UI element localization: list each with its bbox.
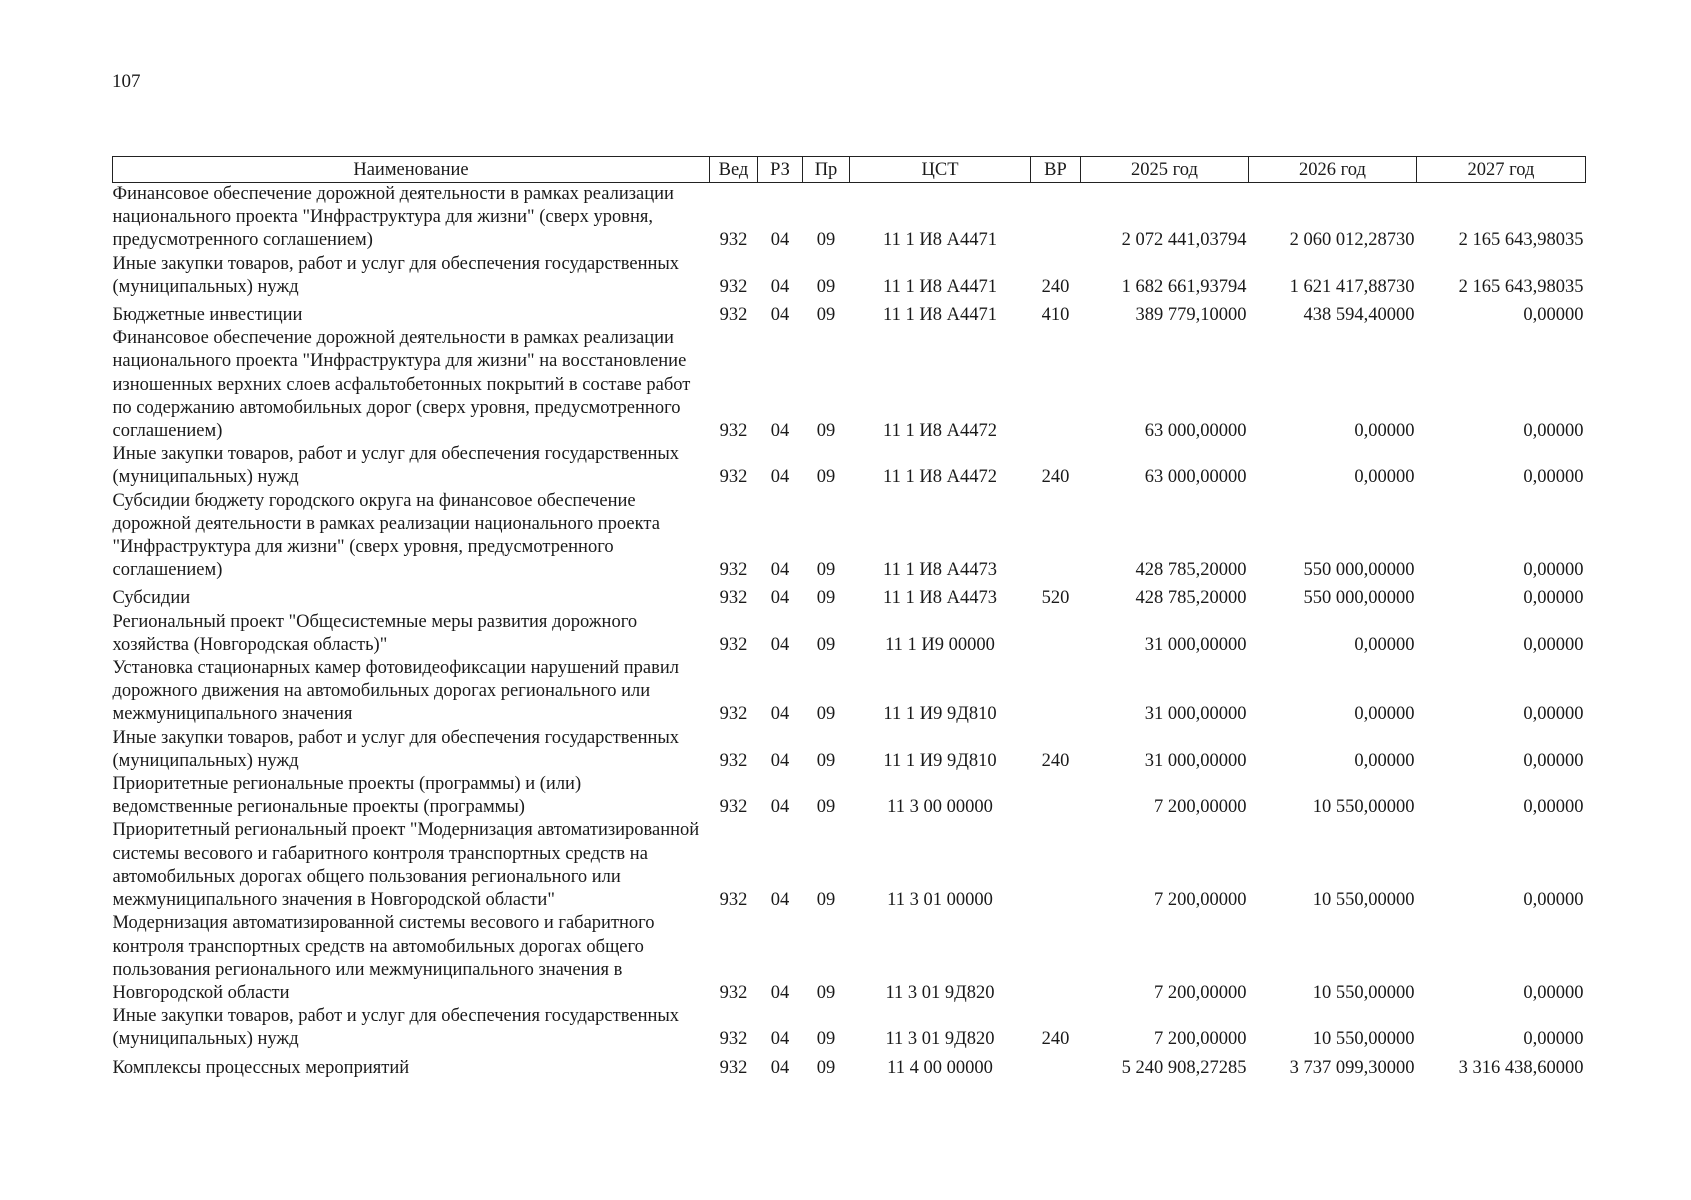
- header-2025: 2025 год: [1081, 157, 1249, 183]
- row-ved: 932: [719, 230, 748, 251]
- row-2025: 7 200,00000: [1154, 797, 1247, 818]
- header-cst: ЦСТ: [850, 157, 1031, 183]
- row-2025: 7 200,00000: [1154, 982, 1247, 1003]
- row-rz: 04: [770, 750, 790, 771]
- row-ved: 932: [719, 588, 748, 609]
- row-rz: 04: [770, 797, 790, 818]
- row-2027: 0,00000: [1523, 560, 1584, 581]
- row-2025: 63 000,00000: [1144, 421, 1247, 442]
- row-pr: 09: [816, 982, 836, 1003]
- row-cst: 11 1 И8 А4472: [883, 467, 997, 488]
- table-row: [113, 183, 1586, 253]
- row-cst: 11 1 И8 А4471: [883, 276, 997, 297]
- row-vr: 240: [1041, 276, 1070, 297]
- budget-table: [112, 156, 1586, 1080]
- table-row: [113, 253, 1586, 299]
- row-cst: 11 3 01 9Д820: [885, 982, 995, 1003]
- row-name: Финансовое обеспечение дорожной деятельности в рамках реализации национального проекта "Инфраструктура для жизни" на восстановление изношенных верхних слоев асфальтобетонных покрытий в составе работ по содержанию автомобильных дорог (сверх уровня, предусмотренного соглашением): [112, 328, 691, 442]
- row-pr: 09: [816, 797, 836, 818]
- row-2027: 0,00000: [1523, 797, 1584, 818]
- header-2026: 2026 год: [1249, 157, 1417, 183]
- row-name: Иные закупки товаров, работ и услуг для обеспечения государственных (муниципальных) нужд: [112, 253, 680, 297]
- row-2026: 438 594,40000: [1303, 305, 1415, 326]
- row-rz: 04: [770, 634, 790, 655]
- row-ved: 932: [719, 634, 748, 655]
- row-vr: [1031, 773, 1081, 819]
- row-pr: 09: [816, 1057, 836, 1078]
- row-vr: 520: [1041, 588, 1070, 609]
- row-2025: 63 000,00000: [1144, 467, 1247, 488]
- row-2026: 550 000,00000: [1303, 588, 1415, 609]
- row-vr: 410: [1041, 305, 1070, 326]
- row-pr: 09: [816, 890, 836, 911]
- row-vr: [1031, 1052, 1081, 1080]
- table-row: [113, 912, 1586, 1005]
- row-ved: 932: [719, 467, 748, 488]
- row-ved: 932: [719, 305, 748, 326]
- row-name: Иные закупки товаров, работ и услуг для обеспечения государственных (муниципальных) нужд: [112, 444, 680, 488]
- row-rz: 04: [770, 560, 790, 581]
- row-2025: 389 779,10000: [1135, 305, 1247, 326]
- row-2027: 0,00000: [1523, 890, 1584, 911]
- row-2025: 31 000,00000: [1144, 704, 1247, 725]
- row-name: Региональный проект "Общесистемные меры развития дорожного хозяйства (Новгородская область)": [112, 611, 638, 655]
- row-pr: 09: [816, 560, 836, 581]
- row-2026: 0,00000: [1354, 634, 1415, 655]
- row-rz: 04: [770, 1029, 790, 1050]
- row-name: Приоритетный региональный проект "Модернизация автоматизированной системы весового и габаритного контроля транспортных средств на автомобильных дорогах общего пользования регионального или межмуниципального значения в Новгородской области": [112, 820, 700, 911]
- row-2026: 0,00000: [1354, 704, 1415, 725]
- row-2027: 0,00000: [1523, 634, 1584, 655]
- row-pr: 09: [816, 467, 836, 488]
- row-2025: 428 785,20000: [1135, 588, 1247, 609]
- row-2026: 10 550,00000: [1312, 890, 1415, 911]
- row-rz: 04: [770, 1057, 790, 1078]
- table-row: [113, 1005, 1586, 1051]
- page-number: 107: [112, 71, 141, 92]
- row-ved: 932: [719, 421, 748, 442]
- row-vr: 240: [1041, 750, 1070, 771]
- row-rz: 04: [770, 588, 790, 609]
- table-header-row: [113, 157, 1586, 183]
- row-2027: 0,00000: [1523, 467, 1584, 488]
- row-2026: 10 550,00000: [1312, 1029, 1415, 1050]
- row-cst: 11 1 И9 9Д810: [883, 704, 997, 725]
- row-rz: 04: [770, 467, 790, 488]
- header-ved: Вед: [710, 157, 758, 183]
- row-ved: 932: [719, 1029, 748, 1050]
- row-2026: 550 000,00000: [1303, 560, 1415, 581]
- row-2027: 0,00000: [1523, 982, 1584, 1003]
- row-name: Бюджетные инвестиции: [112, 305, 303, 326]
- row-2025: 2 072 441,03794: [1121, 230, 1247, 251]
- table-row: [113, 443, 1586, 489]
- row-pr: 09: [816, 230, 836, 251]
- row-2025: 31 000,00000: [1144, 750, 1247, 771]
- row-2027: 0,00000: [1523, 704, 1584, 725]
- row-pr: 09: [816, 750, 836, 771]
- row-2026: 0,00000: [1354, 421, 1415, 442]
- row-cst: 11 1 И8 А4471: [883, 305, 997, 326]
- row-vr: [1031, 183, 1081, 253]
- table-row: [113, 490, 1586, 583]
- table-row: [113, 611, 1586, 657]
- row-cst: 11 3 01 00000: [887, 890, 993, 911]
- row-rz: 04: [770, 305, 790, 326]
- row-rz: 04: [770, 276, 790, 297]
- row-name: Субсидии: [112, 588, 191, 609]
- table-row: [113, 327, 1586, 443]
- row-2027: 0,00000: [1523, 588, 1584, 609]
- row-ved: 932: [719, 560, 748, 581]
- row-pr: 09: [816, 1029, 836, 1050]
- header-vr: ВР: [1031, 157, 1081, 183]
- table-row: [113, 1052, 1586, 1080]
- table-row: [113, 582, 1586, 610]
- row-pr: 09: [816, 276, 836, 297]
- row-vr: [1031, 912, 1081, 1005]
- row-2025: 1 682 661,93794: [1121, 276, 1247, 297]
- row-name: Приоритетные региональные проекты (программы) и (или) ведомственные региональные проекты (программы): [112, 774, 582, 818]
- row-2026: 0,00000: [1354, 750, 1415, 771]
- row-cst: 11 1 И8 А4472: [883, 421, 997, 442]
- row-name: Иные закупки товаров, работ и услуг для обеспечения государственных (муниципальных) нужд: [112, 727, 680, 771]
- row-vr: [1031, 327, 1081, 443]
- row-2027: 2 165 643,98035: [1458, 230, 1584, 251]
- row-2027: 0,00000: [1523, 750, 1584, 771]
- row-ved: 932: [719, 982, 748, 1003]
- row-2025: 7 200,00000: [1154, 890, 1247, 911]
- row-name: Модернизация автоматизированной системы весового и габаритного контроля транспортных средств на автомобильных дорогах общего пользования регионального или межмуниципального значения в Новгородской области: [112, 913, 655, 1003]
- row-vr: [1031, 611, 1081, 657]
- row-vr: 240: [1041, 467, 1070, 488]
- header-name: Наименование: [113, 157, 710, 183]
- row-2027: 0,00000: [1523, 305, 1584, 326]
- row-2025: 5 240 908,27285: [1121, 1057, 1247, 1078]
- row-ved: 932: [719, 276, 748, 297]
- header-2027: 2027 год: [1417, 157, 1586, 183]
- row-rz: 04: [770, 982, 790, 1003]
- row-cst: 11 1 И9 00000: [885, 634, 995, 655]
- header-rz: РЗ: [758, 157, 803, 183]
- row-name: Установка стационарных камер фотовидеофиксации нарушений правил дорожного движения на автомобильных дорогах регионального или межмуниципального значения: [112, 658, 679, 725]
- row-name: Субсидии бюджету городского округа на финансовое обеспечение дорожной деятельности в рамках реализации национального проекта "Инфраструктура для жизни" (сверх уровня, предусмотренного соглашением): [112, 490, 660, 581]
- row-cst: 11 1 И8 А4473: [883, 588, 997, 609]
- row-vr: [1031, 490, 1081, 583]
- row-pr: 09: [816, 588, 836, 609]
- row-name: Комплексы процессных мероприятий: [112, 1057, 410, 1078]
- row-pr: 09: [816, 305, 836, 326]
- header-pr: Пр: [803, 157, 850, 183]
- row-ved: 932: [719, 890, 748, 911]
- row-2026: 3 737 099,30000: [1289, 1057, 1415, 1078]
- row-2025: 428 785,20000: [1135, 560, 1247, 581]
- row-rz: 04: [770, 230, 790, 251]
- row-name: Иные закупки товаров, работ и услуг для обеспечения государственных (муниципальных) нужд: [112, 1006, 680, 1050]
- table-row: [113, 727, 1586, 773]
- row-vr: [1031, 819, 1081, 912]
- row-ved: 932: [719, 704, 748, 725]
- row-rz: 04: [770, 704, 790, 725]
- row-pr: 09: [816, 421, 836, 442]
- row-2026: 10 550,00000: [1312, 797, 1415, 818]
- row-cst: 11 3 00 00000: [887, 797, 993, 818]
- row-pr: 09: [816, 634, 836, 655]
- row-ved: 932: [719, 750, 748, 771]
- row-rz: 04: [770, 890, 790, 911]
- row-2026: 10 550,00000: [1312, 982, 1415, 1003]
- row-ved: 932: [719, 1057, 748, 1078]
- row-pr: 09: [816, 704, 836, 725]
- table-row: [113, 299, 1586, 327]
- row-2025: 7 200,00000: [1154, 1029, 1247, 1050]
- row-2026: 1 621 417,88730: [1289, 276, 1415, 297]
- row-2027: 0,00000: [1523, 421, 1584, 442]
- table-row: [113, 773, 1586, 819]
- row-2027: 2 165 643,98035: [1458, 276, 1584, 297]
- row-2026: 2 060 012,28730: [1289, 230, 1415, 251]
- row-cst: 11 1 И8 А4473: [883, 560, 997, 581]
- row-ved: 932: [719, 797, 748, 818]
- row-2027: 0,00000: [1523, 1029, 1584, 1050]
- row-2026: 0,00000: [1354, 467, 1415, 488]
- row-vr: 240: [1041, 1029, 1070, 1050]
- row-cst: 11 3 01 9Д820: [885, 1029, 995, 1050]
- table-row: [113, 819, 1586, 912]
- row-name: Финансовое обеспечение дорожной деятельности в рамках реализации национального проекта "Инфраструктура для жизни" (сверх уровня, предусмотренного соглашением): [112, 184, 674, 251]
- row-2025: 31 000,00000: [1144, 634, 1247, 655]
- row-cst: 11 4 00 00000: [887, 1057, 993, 1078]
- row-vr: [1031, 657, 1081, 727]
- table-row: [113, 657, 1586, 727]
- row-cst: 11 1 И8 А4471: [883, 230, 997, 251]
- row-rz: 04: [770, 421, 790, 442]
- row-2027: 3 316 438,60000: [1458, 1057, 1584, 1078]
- row-cst: 11 1 И9 9Д810: [883, 750, 997, 771]
